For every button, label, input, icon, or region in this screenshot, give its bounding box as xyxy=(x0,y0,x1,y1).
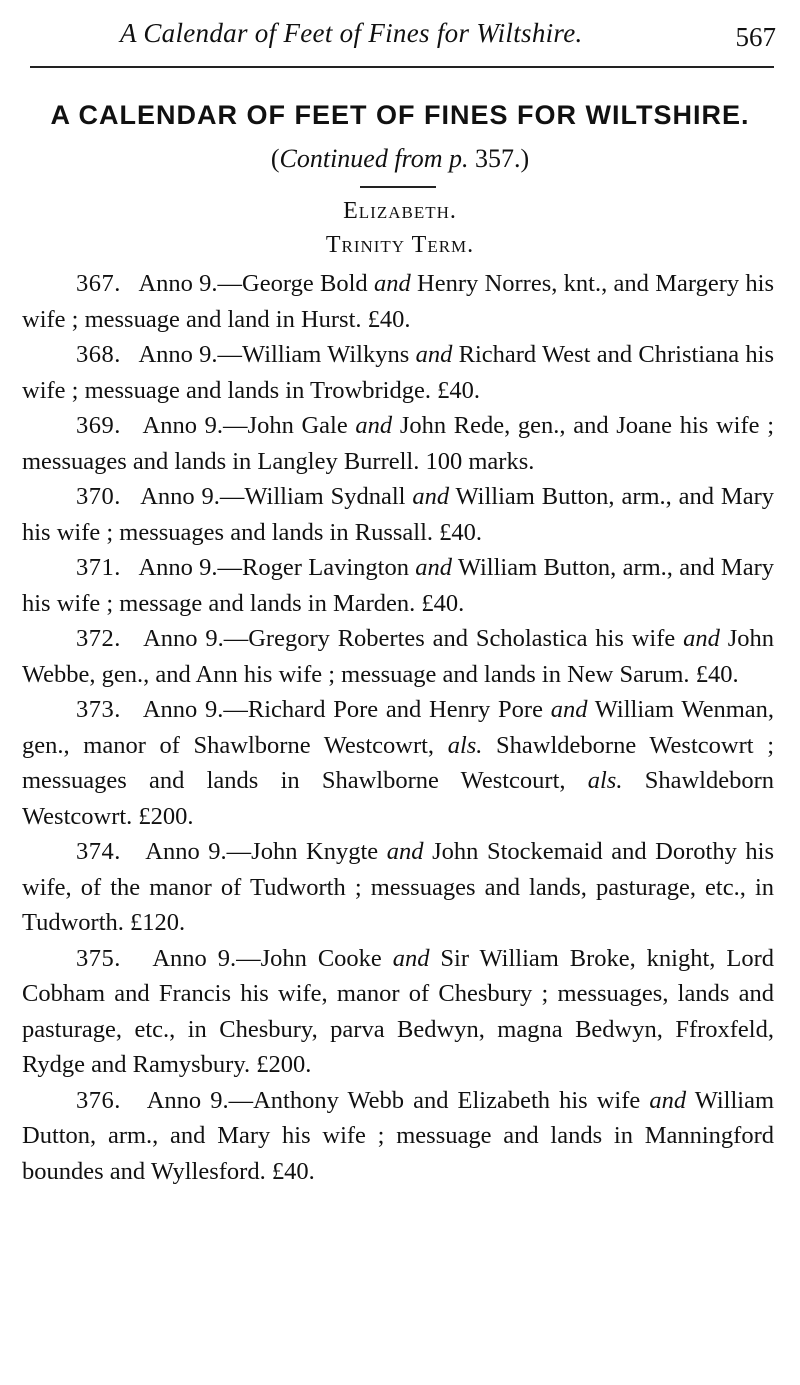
entry-amount: £40. xyxy=(437,376,480,404)
entry-conjunction: and xyxy=(550,696,588,723)
entry-text: Richard West and Christiana his wife ; messuage and lands in Trowbridge. xyxy=(22,341,774,404)
entry-text: John Rede, gen., and Joane his wife ; messuages and lands in Langley Burrell. xyxy=(22,412,774,475)
entry-number: 376. xyxy=(76,1086,121,1114)
entry-number: 371. xyxy=(76,554,121,581)
continued-open: ( xyxy=(270,144,280,173)
entry-376 xyxy=(22,1083,774,1190)
continued-note xyxy=(0,144,800,174)
entry-text: Sir William Broke, knight, Lord Cobham and Francis his wife, manor of Chesbury ; messuages, lands and pasturage, etc., in Chesbury, parva Bedwyn, magna Bedwyn, Ffroxfeld, Rydge and Ramysbury. xyxy=(22,944,774,1078)
entry-text: William Wenman, gen., manor of Shawlborne Westcowrt, xyxy=(22,696,775,759)
entry-text: Anno 9.—Richard Pore and Henry Pore xyxy=(142,696,551,723)
entry-text: Anno 9.—John Cooke xyxy=(152,944,393,972)
entry-text: John Webbe, gen., and Ann his wife ; messuage and lands in New Sarum. xyxy=(22,625,774,688)
running-title: A Calendar of Feet of Fines for Wiltshire. xyxy=(120,18,583,48)
entry-amount: £40. xyxy=(439,518,483,546)
entry-number: 369. xyxy=(76,412,121,439)
entry-amount: £40. xyxy=(271,1157,315,1185)
entry-conjunction: and xyxy=(415,341,453,368)
entry-text: Anno 9.—Roger Lavington xyxy=(138,554,416,581)
reign-heading: Elizabeth. xyxy=(343,198,457,224)
entry-amount: £200. xyxy=(256,1051,312,1078)
entry-text: William Button, arm., and Mary his wife ; message and lands in Marden. xyxy=(22,554,774,617)
entry-text: Anno 9.—Anthony Webb and Elizabeth his wife xyxy=(146,1086,650,1114)
entry-text: Shawldeborn Westcowrt. xyxy=(22,767,774,830)
entry-number: 375. xyxy=(76,944,121,972)
section-rule xyxy=(360,186,436,188)
entry-number: 368. xyxy=(76,341,121,368)
entry-367 xyxy=(22,266,774,337)
entry-amount: £40. xyxy=(367,305,411,333)
entry-text: Anno 9.—John Knygte xyxy=(145,838,387,865)
entry-conjunction: and xyxy=(412,483,450,510)
page-number: 567 xyxy=(735,22,776,52)
entry-374 xyxy=(22,834,774,941)
entry-number: 374. xyxy=(76,838,121,865)
entry-371 xyxy=(22,550,774,621)
entry-conjunction: and xyxy=(373,270,411,297)
entry-text: Anno 9.—William Sydnall xyxy=(140,483,413,510)
entry-conjunction: and xyxy=(392,944,430,972)
entry-conjunction: and xyxy=(386,838,424,865)
entry-amount: £40. xyxy=(421,589,465,617)
entry-amount: 100 marks. xyxy=(425,447,535,475)
entry-text: William Button, arm., and Mary his wife ; messuages and lands in Russall. xyxy=(22,483,774,546)
entry-conjunction: and xyxy=(355,412,393,439)
entry-text: Anno 9.—Gregory Robertes and Scholastica his wife xyxy=(143,625,684,652)
entry-alias: als. xyxy=(587,767,623,794)
entry-text: William Dutton, arm., and Mary his wife ; messuage and lands in Manningford boundes and Wyllesford. xyxy=(22,1086,774,1185)
page-title: A CALENDAR OF FEET OF FINES FOR WILTSHIRE. xyxy=(50,100,750,130)
entry-conjunction: and xyxy=(415,554,452,581)
entry-number: 372. xyxy=(76,625,121,652)
entry-375 xyxy=(22,941,774,1083)
entry-alias: als. xyxy=(447,731,483,759)
term-heading: Trinity Term. xyxy=(325,232,475,258)
entry-text: Shawldeborne Westcowrt ; messuages and lands in Shawlborne Westcourt, xyxy=(22,731,774,794)
entry-text: Anno 9.—George Bold xyxy=(138,270,374,297)
running-head xyxy=(120,14,776,54)
entry-370 xyxy=(22,479,774,550)
entry-conjunction: and xyxy=(683,625,720,652)
entry-text: Anno 9.—William Wilkyns xyxy=(138,341,416,368)
entry-373 xyxy=(22,692,774,834)
continued-close: ) xyxy=(520,144,530,173)
continued-page: 357. xyxy=(468,144,521,173)
entry-369 xyxy=(22,408,774,479)
entry-text: Anno 9.—John Gale xyxy=(142,412,356,439)
entry-amount: £120. xyxy=(130,909,186,936)
entry-amount: £40. xyxy=(695,660,739,688)
entries-list xyxy=(22,266,774,1189)
header-rule xyxy=(30,66,774,68)
entry-conjunction: and xyxy=(649,1086,687,1114)
entry-372 xyxy=(22,621,774,692)
entry-amount: £200. xyxy=(138,802,194,830)
continued-text: Continued from p. xyxy=(279,144,469,173)
entry-text: Henry Norres, knt., and Margery his wife ; messuage and land in Hurst. xyxy=(22,270,775,333)
entry-number: 370. xyxy=(76,483,121,510)
entry-number: 373. xyxy=(76,696,121,723)
entry-text: John Stockemaid and Dorothy his wife, of the manor of Tudworth ; messuages and lands, pasturage, etc., in Tudworth. xyxy=(22,838,775,936)
entry-number: 367. xyxy=(76,270,121,297)
entry-368 xyxy=(22,337,774,408)
